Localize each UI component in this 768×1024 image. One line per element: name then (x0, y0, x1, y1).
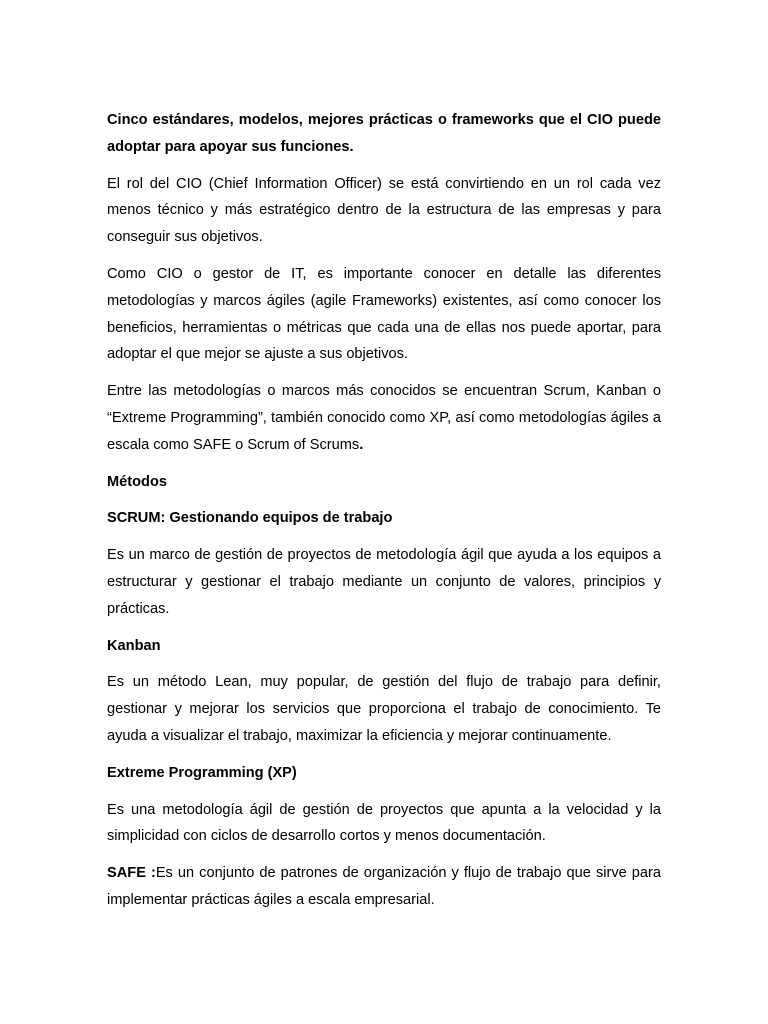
intro-paragraph-3 (107, 378, 661, 458)
kanban-heading: Kanban (107, 637, 161, 654)
methods-heading: Métodos (107, 473, 167, 490)
xp-text: Es una metodología ágil de gestión de proyectos que apunta a la velocidad y la simplicidad con ciclos de desarrollo cortos y menos documentación. (107, 801, 661, 845)
safe-label: SAFE : (107, 865, 156, 882)
document-page (107, 107, 661, 924)
intro-paragraph-2: Como CIO o gestor de IT, es importante conocer en detalle las diferentes metodologías y marcos ágiles (agile Frameworks) existentes, así como conocer los beneficios, herramientas o métricas que cada una de ellas nos puede aportar, para adoptar el que mejor se ajuste a sus objetivos. (107, 265, 661, 363)
intro-paragraph-3-text: Entre las metodologías o marcos más conocidos se encuentran Scrum, Kanban o “Extreme Programming”, también conocido como XP, así como metodologías ágiles a escala como SAFE o Scrum of Scrums (107, 383, 661, 453)
safe-paragraph (107, 860, 661, 914)
kanban-text: Es un método Lean, muy popular, de gestión del flujo de trabajo para definir, gestionar y mejorar los servicios que proporciona el trabajo de conocimiento. Te ayuda a visualizar el trabajo, maximizar la eficiencia y mejorar continuamente. (107, 674, 661, 744)
intro-paragraph-1: El rol del CIO (Chief Information Officer) se está convirtiendo en un rol cada vez menos técnico y más estratégico dentro de la estructura de las empresas y para conseguir sus objetivos. (107, 175, 661, 246)
safe-text: Es un conjunto de patrones de organización y flujo de trabajo que sirve para implementar prácticas ágiles a escala empresarial. (107, 865, 661, 908)
xp-heading: Extreme Programming (XP) (107, 764, 297, 781)
scrum-text: Es un marco de gestión de proyectos de metodología ágil que ayuda a los equipos a estructurar y gestionar el trabajo mediante un conjunto de valores, principios y prácticas. (107, 547, 661, 617)
document-title: Cinco estándares, modelos, mejores prácticas o frameworks que el CIO puede adoptar para apoyar sus funciones. (107, 112, 661, 155)
intro-paragraph-3-end: . (359, 436, 364, 453)
scrum-heading: SCRUM: Gestionando equipos de trabajo (107, 510, 393, 527)
